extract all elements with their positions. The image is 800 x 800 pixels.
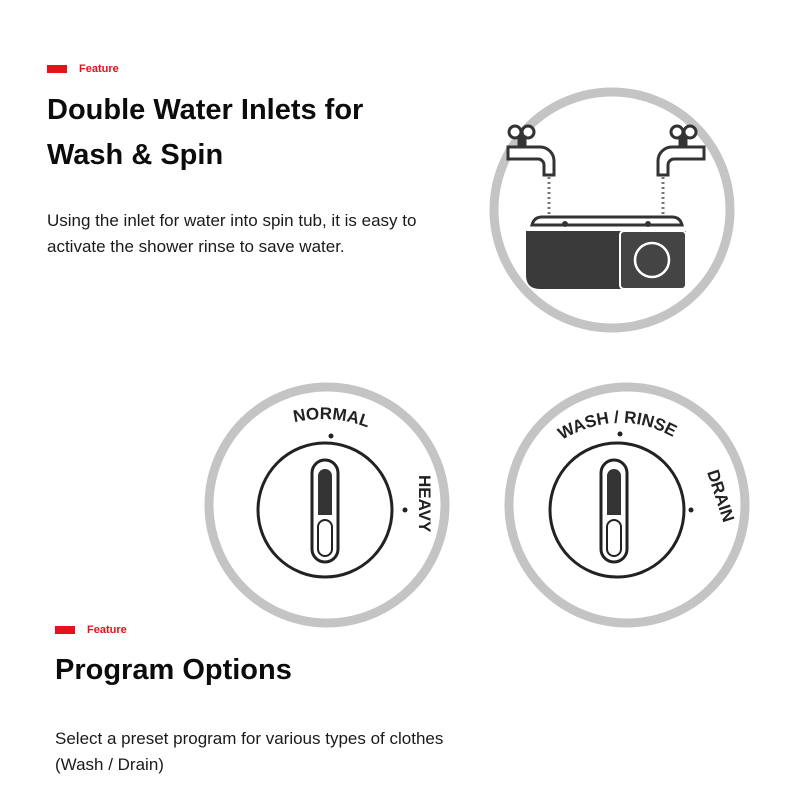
dial2-top-label: WASH / RINSE [554,407,680,444]
feature-tag-label: Feature [79,63,119,75]
dial1-right-label: HEAVY [415,475,434,533]
section1-description: Using the inlet for water into spin tub, it is easy to activate the shower rinse to save water. [47,211,417,256]
feature-tag-1 [47,63,119,75]
feature-tag-marker [55,626,75,634]
section1-title [47,88,363,178]
program-dial-wash-drain-icon [495,380,755,630]
feature-tag-2 [55,624,127,636]
feature-tag-marker [47,65,67,73]
section2-title: Program Options [55,654,292,686]
section1-title-line1: Double Water Inlets for [47,94,364,126]
program-dial-normal-heavy-icon [195,380,455,630]
dial1-top-label: NORMAL [291,404,373,432]
section1-title-line2: Wash & Spin [47,138,224,171]
twin-tub-faucets-icon [470,85,754,335]
section2-description: Select a preset program for various types of clothes (Wash / Drain) [55,729,444,774]
feature-tag-label: Feature [87,624,127,636]
dial2-right-label: DRAIN [703,467,738,525]
